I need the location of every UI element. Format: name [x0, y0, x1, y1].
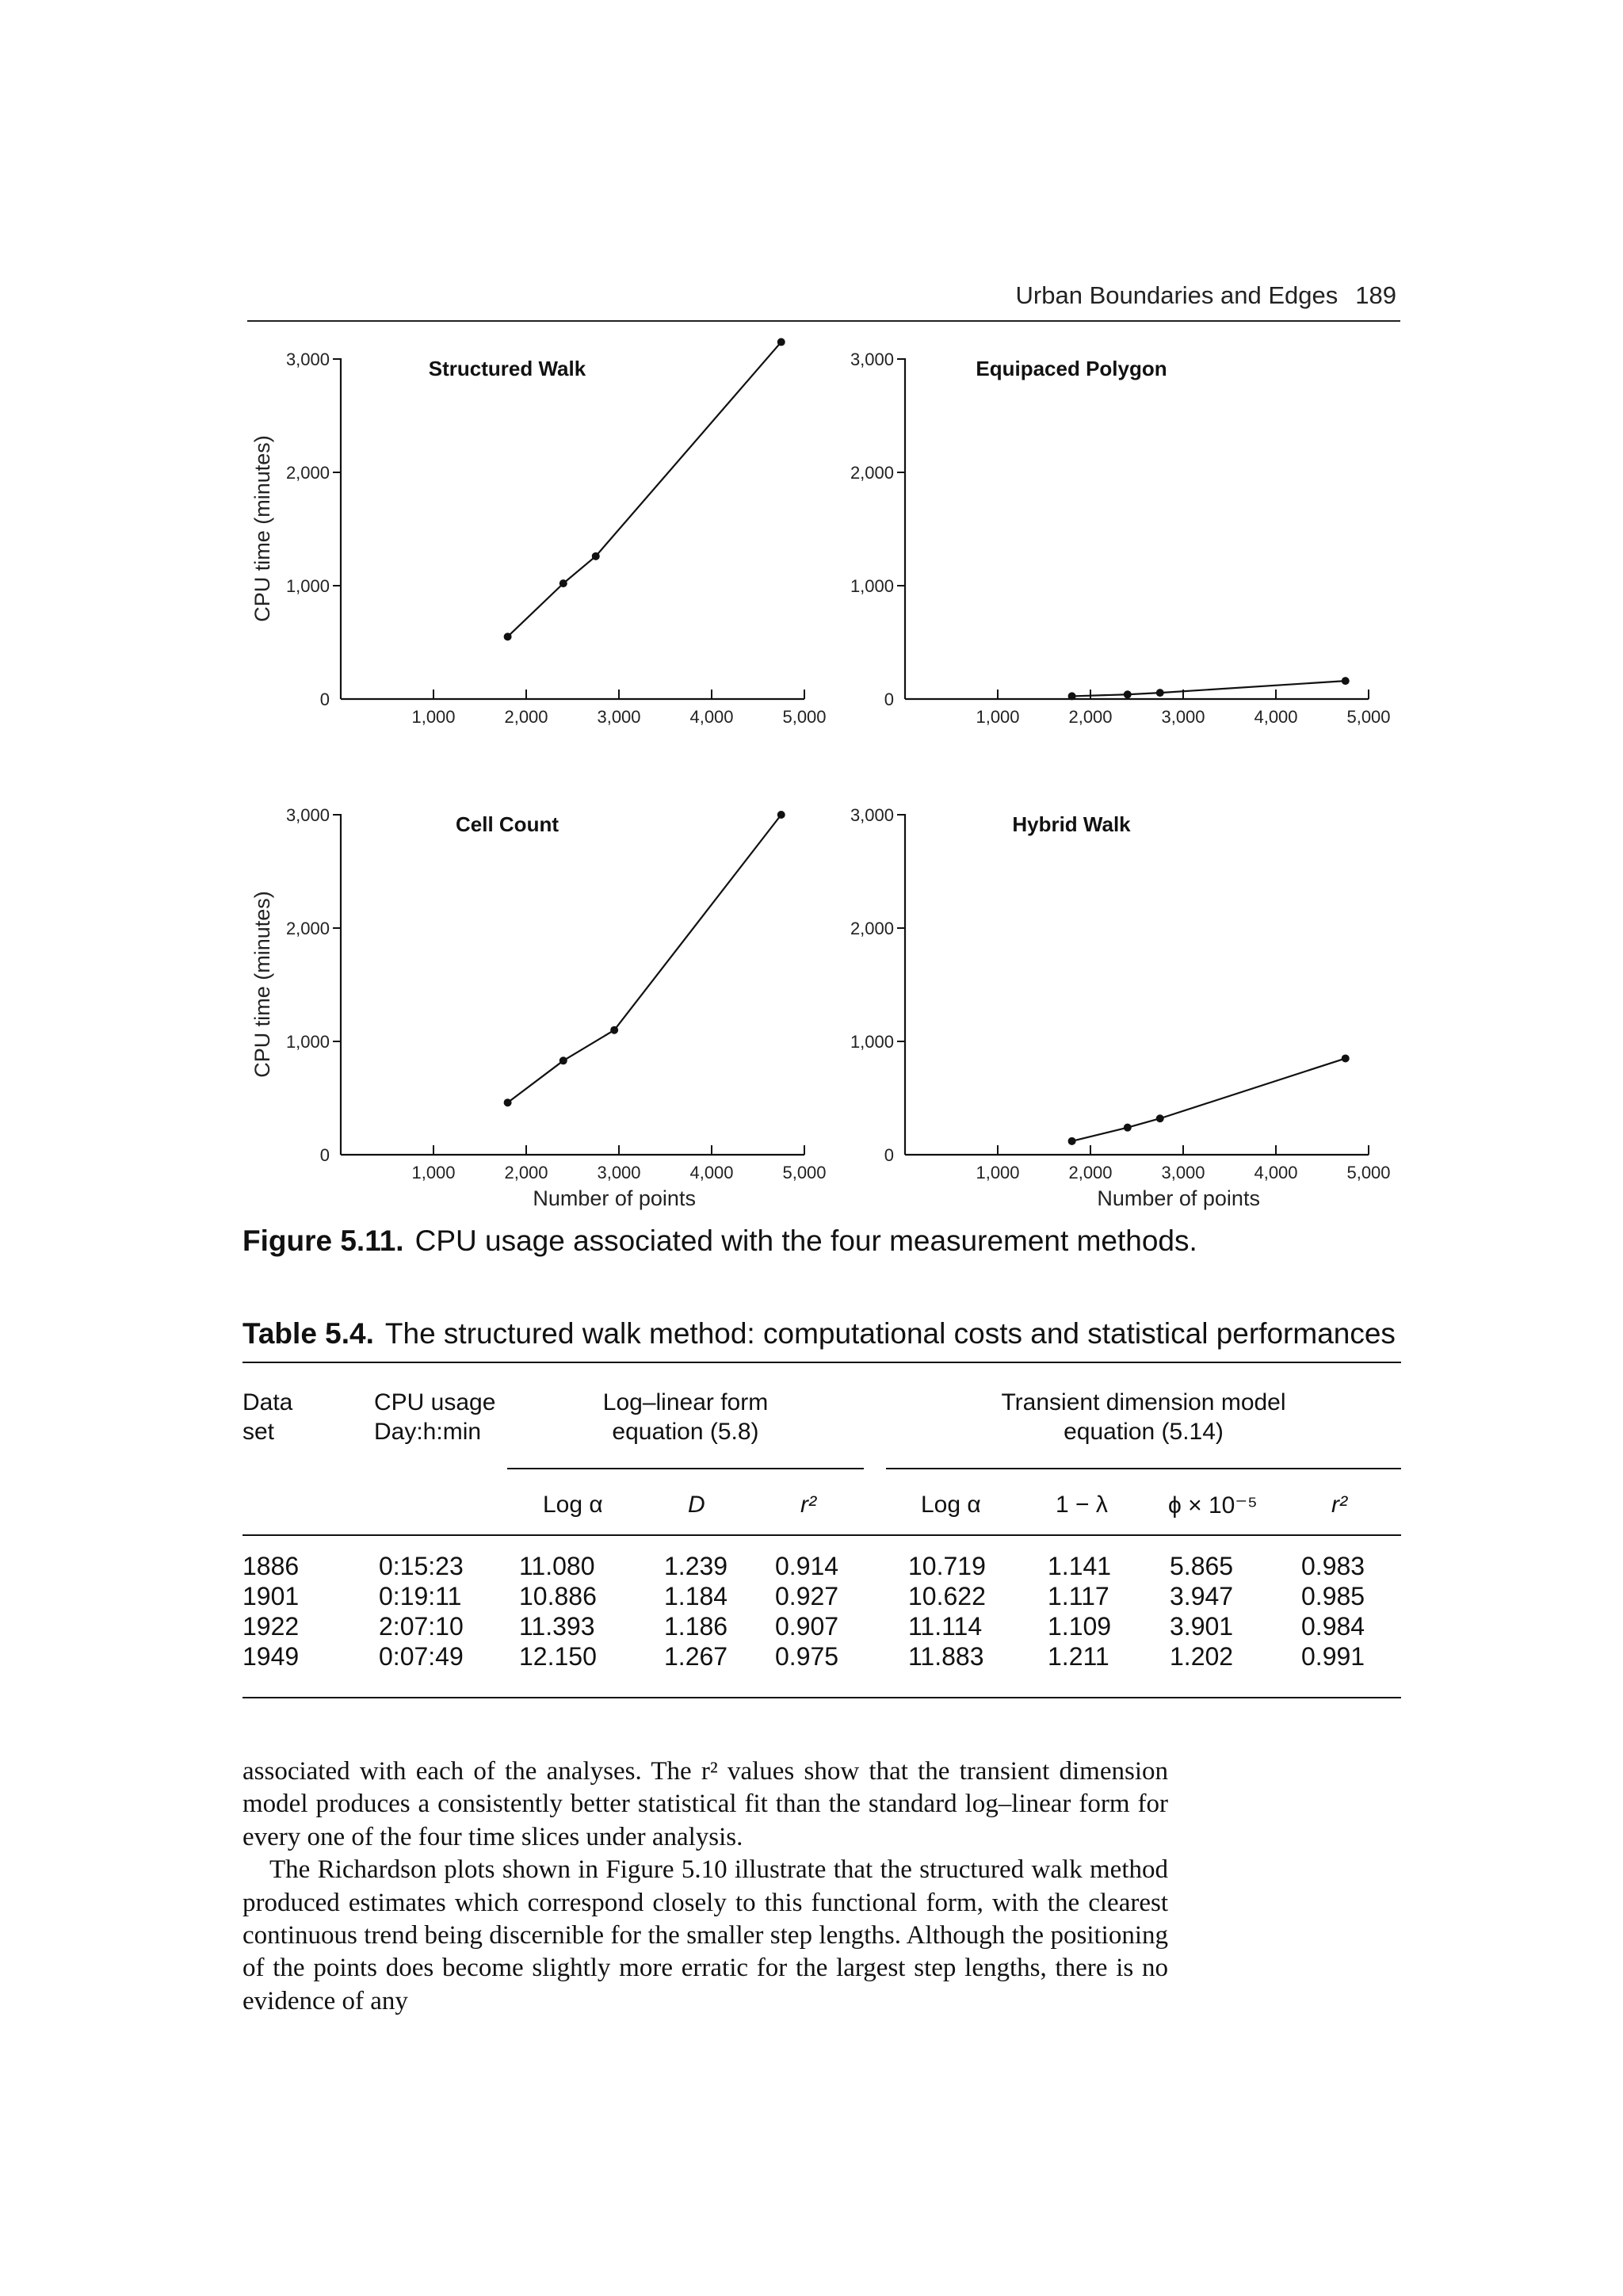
x-tick-label: 2,000 — [504, 707, 548, 727]
table-cell-r2-t: 0.985 — [1301, 1582, 1365, 1610]
transient-group-rule — [886, 1468, 1401, 1469]
x-tick-label: 5,000 — [1346, 707, 1391, 727]
table-cell-r2: 0.927 — [775, 1582, 839, 1610]
y-tick-label: 2,000 — [850, 463, 894, 483]
table-cell-one-minus-lambda: 1.109 — [1048, 1612, 1112, 1641]
col-head-loglinear: Log–linear form — [602, 1389, 769, 1415]
x-tick-label: 2,000 — [504, 1163, 548, 1182]
table-cell-year: 1901 — [242, 1582, 300, 1610]
x-tick-label: 5,000 — [782, 1163, 827, 1182]
table-cell-log-alpha-t: 10.719 — [908, 1552, 986, 1580]
x-tick-label: 5,000 — [782, 707, 827, 727]
y-tick-label: 1,000 — [850, 576, 894, 596]
table-cell-log-alpha: 10.886 — [519, 1582, 597, 1610]
x-tick-label: 1,000 — [976, 707, 1020, 727]
table-cell-r2: 0.914 — [775, 1552, 839, 1580]
x-tick-label: 1,000 — [976, 1163, 1020, 1182]
y-tick-label: 2,000 — [285, 919, 330, 938]
subhead-one-minus-lambda: 1 − λ — [1056, 1492, 1108, 1518]
col-head-loglinear-eq: equation (5.8) — [612, 1419, 759, 1445]
chart-title: Hybrid Walk — [1012, 812, 1131, 836]
data-point — [1068, 1137, 1076, 1145]
series-line-segment — [1072, 1128, 1128, 1141]
table-cell-one-minus-lambda: 1.141 — [1048, 1552, 1112, 1580]
y-tick-label: 0 — [884, 1145, 894, 1165]
data-point — [1156, 1114, 1164, 1122]
table-caption — [242, 1317, 1396, 1350]
series-line-segment — [1160, 1058, 1346, 1118]
subhead-phi: ϕ × 10⁻⁵ — [1168, 1492, 1258, 1519]
loglinear-group-rule — [507, 1468, 864, 1469]
y-tick-label: 3,000 — [285, 805, 330, 825]
y-tick-label: 1,000 — [285, 1032, 330, 1052]
col-head-set: set — [242, 1419, 275, 1445]
running-title: Urban Boundaries and Edges — [1015, 281, 1338, 309]
y-tick-label: 0 — [319, 1145, 330, 1165]
table-cell-log-alpha-t: 11.114 — [908, 1612, 983, 1641]
y-tick-label: 0 — [319, 690, 330, 709]
chart-title: Equipaced Polygon — [976, 357, 1167, 380]
body-text — [242, 1755, 1168, 2018]
table-cell-cpu: 0:19:11 — [379, 1582, 462, 1610]
y-tick-label: 2,000 — [285, 463, 330, 483]
figure-caption — [242, 1224, 1197, 1258]
chart-title: Cell Count — [456, 812, 559, 836]
table-cell-r2: 0.907 — [775, 1612, 839, 1641]
x-tick-label: 4,000 — [689, 707, 734, 727]
col-head-cpu: CPU usage — [374, 1389, 496, 1415]
x-tick-label: 3,000 — [597, 1163, 641, 1182]
subhead-r2-1: r² — [800, 1492, 816, 1518]
table-cell-year: 1949 — [242, 1642, 300, 1671]
table-cell-r2-t: 0.991 — [1301, 1642, 1365, 1671]
paragraph-2: The Richardson plots shown in Figure 5.10 illustrate that the structured walk method produced estimates which correspond closely to this functional form, with the clearest continuous trend being discernible for the smaller step lengths. Although the positioning of the points does become slightly more erratic for the largest step lengths, there is no evidence of any — [242, 1855, 1168, 2015]
page-number: 189 — [1355, 281, 1396, 309]
x-tick-label: 3,000 — [1161, 707, 1205, 727]
x-tick-label: 4,000 — [1254, 1163, 1298, 1182]
x-tick-label: 3,000 — [1161, 1163, 1205, 1182]
table-cell-log-alpha-t: 11.883 — [908, 1642, 984, 1671]
x-tick-label: 1,000 — [411, 707, 456, 727]
x-tick-label: 4,000 — [1254, 707, 1298, 727]
table-label: Table 5.4. — [242, 1317, 374, 1350]
col-head-transient-eq: equation (5.14) — [1064, 1419, 1224, 1445]
table-caption-text: The structured walk method: computational costs and statistical performances — [384, 1317, 1396, 1350]
y-tick-label: 3,000 — [285, 350, 330, 369]
y-tick-label: 3,000 — [850, 350, 894, 369]
table-top-rule — [242, 1362, 1401, 1363]
y-tick-label: 3,000 — [850, 805, 894, 825]
table-cell-log-alpha-t: 10.622 — [908, 1582, 986, 1610]
x-tick-label: 5,000 — [1346, 1163, 1391, 1182]
paragraph-1: associated with each of the analyses. The r² values show that the transient dimension model produces a consistently better statistical fit than the standard log–linear form for every one of the four time slices under analysis. — [242, 1757, 1168, 1851]
table-cell-year: 1922 — [242, 1612, 300, 1641]
x-tick-label: 4,000 — [689, 1163, 734, 1182]
subhead-r2-2: r² — [1331, 1492, 1347, 1518]
table-cell-d: 1.184 — [664, 1582, 728, 1610]
table-cell-r2-t: 0.984 — [1301, 1612, 1365, 1641]
table-cell-cpu: 0:07:49 — [379, 1642, 464, 1671]
y-tick-label: 0 — [884, 690, 894, 709]
table-cell-phi: 1.202 — [1170, 1642, 1234, 1671]
y-tick-label: 1,000 — [285, 576, 330, 596]
data-point — [1124, 1124, 1132, 1132]
table-cell-d: 1.186 — [664, 1612, 728, 1641]
figure-caption-text: CPU usage associated with the four measurement methods. — [414, 1224, 1197, 1257]
x-tick-label: 2,000 — [1068, 707, 1113, 727]
chart-hybrid-walk — [0, 0, 1411, 1221]
y-axis-label: CPU time (minutes) — [250, 435, 274, 622]
table-cell-r2-t: 0.983 — [1301, 1552, 1365, 1580]
col-head-cpu-unit: Day:h:min — [374, 1419, 482, 1445]
y-tick-label: 1,000 — [850, 1032, 894, 1052]
x-axis-label: Number of points — [1097, 1186, 1260, 1210]
table-cell-log-alpha: 12.150 — [519, 1642, 597, 1671]
col-head-data: Data — [242, 1389, 293, 1415]
table-cell-phi: 3.901 — [1170, 1612, 1234, 1641]
y-axis-label: CPU time (minutes) — [250, 891, 274, 1078]
table-cell-d: 1.267 — [664, 1642, 728, 1671]
table-cell-d: 1.239 — [664, 1552, 728, 1580]
table-cell-year: 1886 — [242, 1552, 300, 1580]
table-cell-cpu: 2:07:10 — [379, 1612, 464, 1641]
table-cell-phi: 5.865 — [1170, 1552, 1234, 1580]
table-cell-log-alpha: 11.393 — [519, 1612, 595, 1641]
table-cell-log-alpha: 11.080 — [519, 1552, 595, 1580]
table-cell-one-minus-lambda: 1.211 — [1048, 1642, 1109, 1671]
table-cell-r2: 0.975 — [775, 1642, 839, 1671]
data-point — [1342, 1054, 1350, 1062]
figure-label: Figure 5.11. — [242, 1224, 404, 1257]
col-head-transient: Transient dimension model — [1001, 1389, 1286, 1415]
subhead-log-alpha-1: Log α — [543, 1492, 603, 1518]
chart-title: Structured Walk — [428, 357, 586, 380]
y-tick-label: 2,000 — [850, 919, 894, 938]
table-cell-one-minus-lambda: 1.117 — [1048, 1582, 1109, 1610]
table-mid-rule — [242, 1534, 1401, 1536]
x-tick-label: 2,000 — [1068, 1163, 1113, 1182]
table-bottom-rule — [242, 1697, 1401, 1698]
x-tick-label: 3,000 — [597, 707, 641, 727]
table-cell-cpu: 0:15:23 — [379, 1552, 464, 1580]
x-tick-label: 1,000 — [411, 1163, 456, 1182]
table-cell-phi: 3.947 — [1170, 1582, 1234, 1610]
subhead-log-alpha-2: Log α — [921, 1492, 981, 1518]
x-axis-label: Number of points — [533, 1186, 696, 1210]
subhead-d: D — [688, 1492, 705, 1518]
series-line-segment — [1128, 1118, 1160, 1127]
